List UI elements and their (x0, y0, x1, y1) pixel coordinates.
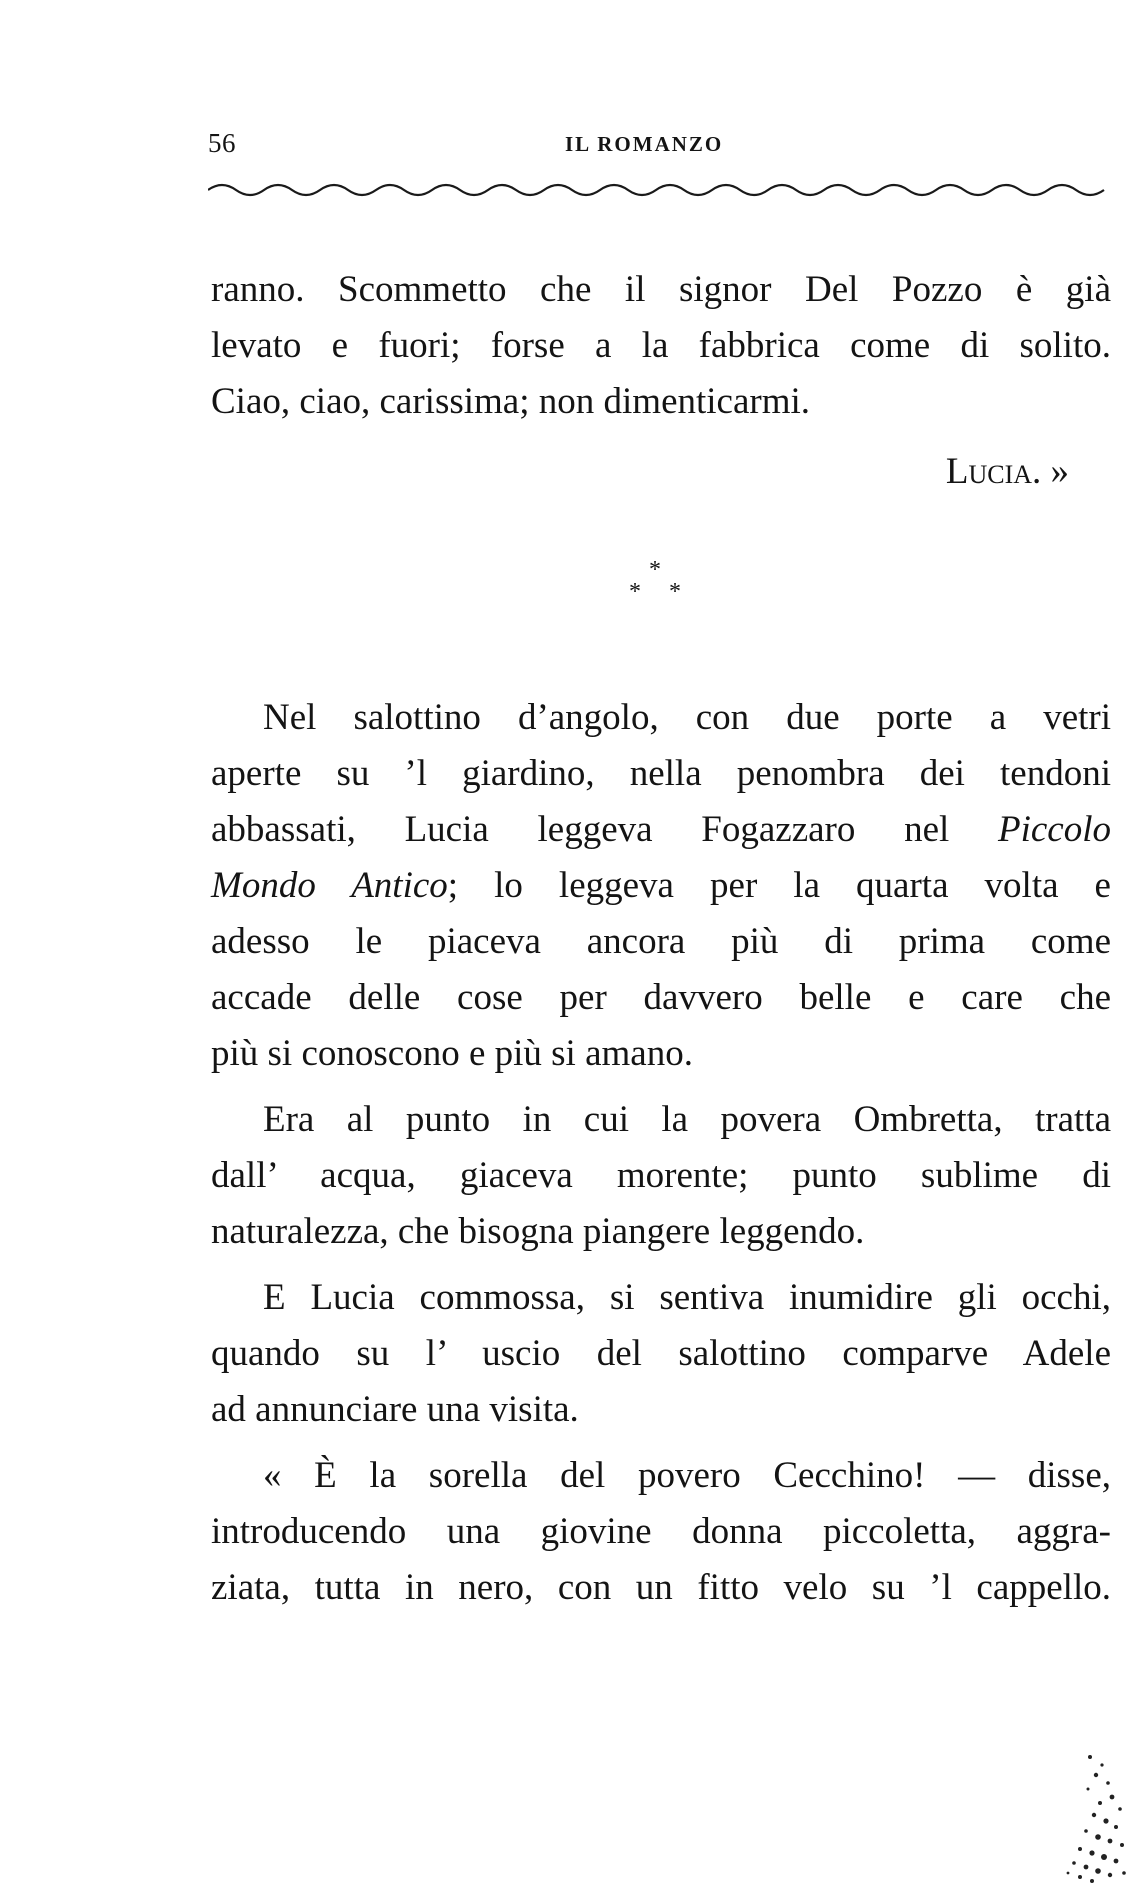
letter-signature: Lucia. » (945, 451, 1069, 492)
text-line: naturalezza, che bisogna piangere leggendo. (211, 1211, 865, 1252)
text-line: Nel salottino d’angolo, con due porte a vetri (263, 697, 1111, 738)
text-line: Ciao, ciao, carissima; non dimenticarmi. (211, 381, 811, 422)
body-text (211, 262, 1111, 1616)
ink-smudge-decoration (1050, 1745, 1135, 1885)
asterisk: * (629, 579, 641, 605)
text-line: quando su l’ uscio del salottino comparve Adele (211, 1333, 1111, 1374)
text-line: ad annunciare una visita. (211, 1389, 579, 1430)
asterisk: * (669, 579, 681, 605)
book-title-italic: Piccolo (998, 809, 1112, 850)
text-line (211, 802, 1111, 858)
text-line: ziata, tutta in nero, con un fitto velo su ’l cappello. (211, 1567, 1111, 1608)
book-title-italic: Mondo Antico (211, 865, 448, 906)
text-segment: abbassati, Lucia leggeva Fogazzaro nel (211, 809, 950, 850)
paragraph (211, 1092, 1111, 1260)
text-line: più si conoscono e più si amano. (211, 1033, 693, 1074)
text-line: aperte su ’l giardino, nella penombra dei tendoni (211, 753, 1111, 794)
text-line: ranno. Scommetto che il signor Del Pozzo è già (211, 269, 1111, 310)
text-line: adesso le piaceva ancora più di prima come (211, 921, 1111, 962)
text-line: dall’ acqua, giaceva morente; punto sublime di (211, 1155, 1111, 1196)
paragraph (211, 690, 1111, 1082)
section-break-asterism (211, 540, 1111, 630)
letter-ending (211, 262, 1111, 500)
text-line: « È la sorella del povero Cecchino! — disse, (263, 1455, 1111, 1496)
text-segment: ; lo leggeva per la quarta volta e (447, 865, 1111, 906)
text-line: Era al punto in cui la povera Ombretta, tratta (263, 1099, 1111, 1140)
running-title: IL ROMANZO (565, 132, 724, 156)
asterisk: * (649, 557, 661, 583)
ornamental-wavy-rule (208, 178, 1108, 200)
text-line: E Lucia commossa, si sentiva inumidire gli occhi, (263, 1277, 1111, 1318)
page-number: 56 (208, 128, 236, 158)
text-line: introducendo una giovine donna piccoletta, aggra- (211, 1511, 1111, 1552)
text-line: accade delle cose per davvero belle e care che (211, 977, 1111, 1018)
paragraph (211, 1270, 1111, 1438)
page-header (208, 128, 1108, 168)
paragraph (211, 1448, 1111, 1616)
text-line: levato e fuori; forse a la fabbrica come di solito. (211, 325, 1111, 366)
text-line (211, 858, 1111, 914)
